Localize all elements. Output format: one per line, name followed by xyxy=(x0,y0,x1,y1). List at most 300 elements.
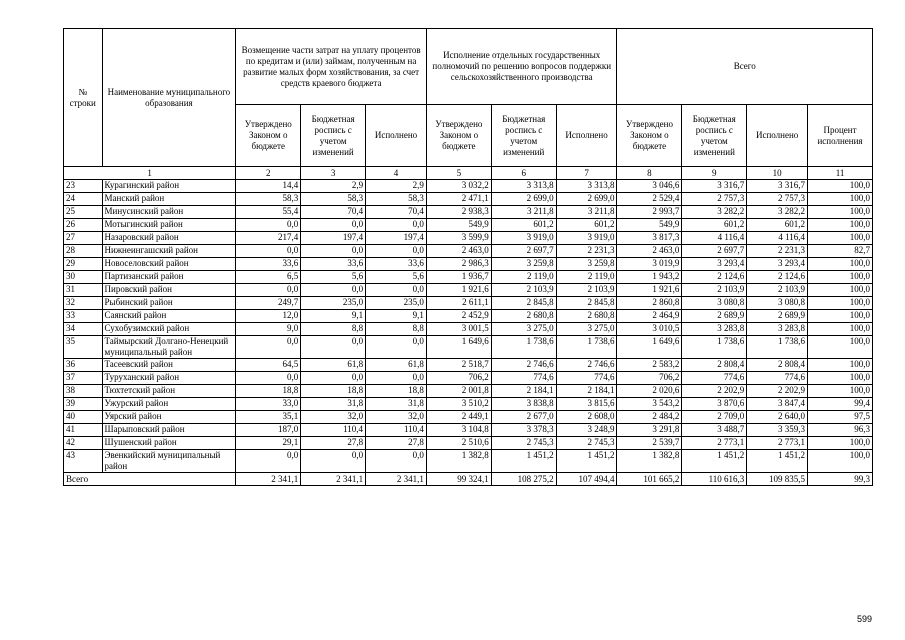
value-cell: 3 359,3 xyxy=(747,424,808,437)
page-number: 599 xyxy=(857,614,873,624)
total-value-cell: 99 324,1 xyxy=(426,473,491,486)
value-cell: 2 697,7 xyxy=(682,245,747,258)
value-cell: 1 382,8 xyxy=(426,450,491,473)
table-row xyxy=(64,180,873,193)
value-cell: 2 697,7 xyxy=(491,245,556,258)
value-cell: 58,3 xyxy=(236,193,301,206)
value-cell: 601,2 xyxy=(556,219,617,232)
value-cell: 3 275,0 xyxy=(556,323,617,336)
total-value-cell: 2 341,1 xyxy=(236,473,301,486)
value-cell: 12,0 xyxy=(236,310,301,323)
value-cell: 100,0 xyxy=(808,359,873,372)
municipality-name: Манский район xyxy=(102,193,236,206)
value-cell: 0,0 xyxy=(366,336,427,359)
table-body xyxy=(64,180,873,486)
value-cell: 2 757,3 xyxy=(682,193,747,206)
value-cell: 2 103,9 xyxy=(556,284,617,297)
table-row xyxy=(64,271,873,284)
total-value-cell: 2 341,1 xyxy=(366,473,427,486)
value-cell: 3 510,2 xyxy=(426,398,491,411)
header-group-total: Всего xyxy=(617,29,873,105)
row-number: 34 xyxy=(64,323,103,336)
value-cell: 0,0 xyxy=(236,372,301,385)
value-cell: 1 451,2 xyxy=(747,450,808,473)
municipality-name: Таймырский Долгано-Ненецкий муниципальный район xyxy=(102,336,236,359)
row-number: 31 xyxy=(64,284,103,297)
value-cell: 2 103,9 xyxy=(491,284,556,297)
value-cell: 100,0 xyxy=(808,323,873,336)
column-number: 5 xyxy=(426,167,491,180)
value-cell: 774,6 xyxy=(556,372,617,385)
value-cell: 1 382,8 xyxy=(617,450,682,473)
municipality-name: Пировский район xyxy=(102,284,236,297)
value-cell: 774,6 xyxy=(491,372,556,385)
row-number: 30 xyxy=(64,271,103,284)
municipality-name: Эвенкийский муниципальный район xyxy=(102,450,236,473)
value-cell: 0,0 xyxy=(236,245,301,258)
row-number: 32 xyxy=(64,297,103,310)
value-cell: 0,0 xyxy=(366,372,427,385)
value-cell: 100,0 xyxy=(808,219,873,232)
value-cell: 2 231,3 xyxy=(747,245,808,258)
column-number: 7 xyxy=(556,167,617,180)
value-cell: 2 845,8 xyxy=(556,297,617,310)
value-cell: 3 919,0 xyxy=(491,232,556,245)
value-cell: 0,0 xyxy=(301,245,366,258)
value-cell: 2 464,9 xyxy=(617,310,682,323)
value-cell: 2 689,9 xyxy=(747,310,808,323)
column-number: 4 xyxy=(366,167,427,180)
value-cell: 2 484,2 xyxy=(617,411,682,424)
value-cell: 3 543,2 xyxy=(617,398,682,411)
header-budget: Бюджетная роспись с учетом изменений xyxy=(301,105,366,167)
value-cell: 110,4 xyxy=(301,424,366,437)
value-cell: 2 773,1 xyxy=(747,437,808,450)
value-cell: 2 845,8 xyxy=(491,297,556,310)
value-cell: 1 738,6 xyxy=(682,336,747,359)
value-cell: 100,0 xyxy=(808,372,873,385)
value-cell: 249,7 xyxy=(236,297,301,310)
value-cell: 27,8 xyxy=(366,437,427,450)
value-cell: 32,0 xyxy=(366,411,427,424)
value-cell: 2 583,2 xyxy=(617,359,682,372)
value-cell: 2 745,3 xyxy=(556,437,617,450)
value-cell: 3 010,5 xyxy=(617,323,682,336)
value-cell: 9,1 xyxy=(301,310,366,323)
table-row xyxy=(64,411,873,424)
header-group-powers: Исполнение отдельных государственных полномочий по решению вопросов поддержки сельскохозяйственного производства xyxy=(426,29,617,105)
value-cell: 1 451,2 xyxy=(556,450,617,473)
value-cell: 601,2 xyxy=(491,219,556,232)
value-cell: 2 202,9 xyxy=(682,385,747,398)
value-cell: 549,9 xyxy=(617,219,682,232)
municipality-name: Минусинский район xyxy=(102,206,236,219)
value-cell: 100,0 xyxy=(808,232,873,245)
value-cell: 1 738,6 xyxy=(491,336,556,359)
value-cell: 2 202,9 xyxy=(747,385,808,398)
column-number: 3 xyxy=(301,167,366,180)
value-cell: 100,0 xyxy=(808,297,873,310)
table-row xyxy=(64,359,873,372)
value-cell: 31,8 xyxy=(366,398,427,411)
value-cell: 1 649,6 xyxy=(617,336,682,359)
value-cell: 1 936,7 xyxy=(426,271,491,284)
row-number: 33 xyxy=(64,310,103,323)
value-cell: 97,5 xyxy=(808,411,873,424)
value-cell: 3 001,5 xyxy=(426,323,491,336)
budget-table xyxy=(63,28,873,486)
column-number: 2 xyxy=(236,167,301,180)
value-cell: 61,8 xyxy=(301,359,366,372)
table-row xyxy=(64,232,873,245)
table-row xyxy=(64,450,873,473)
value-cell: 3 919,0 xyxy=(556,232,617,245)
value-cell: 8,8 xyxy=(301,323,366,336)
value-cell: 2 757,3 xyxy=(747,193,808,206)
row-number: 29 xyxy=(64,258,103,271)
value-cell: 100,0 xyxy=(808,336,873,359)
column-number: 11 xyxy=(808,167,873,180)
value-cell: 1 921,6 xyxy=(426,284,491,297)
value-cell: 2 608,0 xyxy=(556,411,617,424)
value-cell: 3 019,9 xyxy=(617,258,682,271)
row-number: 26 xyxy=(64,219,103,232)
value-cell: 33,0 xyxy=(236,398,301,411)
value-cell: 14,4 xyxy=(236,180,301,193)
value-cell: 100,0 xyxy=(808,180,873,193)
value-cell: 2 640,0 xyxy=(747,411,808,424)
value-cell: 0,0 xyxy=(366,219,427,232)
value-cell: 3 870,6 xyxy=(682,398,747,411)
value-cell: 4 116,4 xyxy=(682,232,747,245)
municipality-name: Шарыповский район xyxy=(102,424,236,437)
table-row xyxy=(64,372,873,385)
value-cell: 1 451,2 xyxy=(682,450,747,473)
value-cell: 58,3 xyxy=(301,193,366,206)
value-cell: 3 283,8 xyxy=(682,323,747,336)
municipality-name: Туруханский район xyxy=(102,372,236,385)
value-cell: 2 986,3 xyxy=(426,258,491,271)
value-cell: 61,8 xyxy=(366,359,427,372)
value-cell: 2 231,3 xyxy=(556,245,617,258)
value-cell: 0,0 xyxy=(301,284,366,297)
row-number: 23 xyxy=(64,180,103,193)
value-cell: 3 313,8 xyxy=(491,180,556,193)
value-cell: 3 291,8 xyxy=(617,424,682,437)
row-number: 24 xyxy=(64,193,103,206)
table-row xyxy=(64,193,873,206)
total-value-cell: 101 665,2 xyxy=(617,473,682,486)
value-cell: 2 709,0 xyxy=(682,411,747,424)
value-cell: 3 817,3 xyxy=(617,232,682,245)
value-cell: 2 020,6 xyxy=(617,385,682,398)
municipality-name: Ужурский район xyxy=(102,398,236,411)
value-cell: 3 838,8 xyxy=(491,398,556,411)
value-cell: 2 699,0 xyxy=(491,193,556,206)
total-value-cell: 99,3 xyxy=(808,473,873,486)
municipality-name: Партизанский район xyxy=(102,271,236,284)
value-cell: 1 738,6 xyxy=(556,336,617,359)
value-cell: 2 463,0 xyxy=(426,245,491,258)
value-cell: 1 649,6 xyxy=(426,336,491,359)
value-cell: 2,9 xyxy=(301,180,366,193)
value-cell: 0,0 xyxy=(366,245,427,258)
value-cell: 3 080,8 xyxy=(682,297,747,310)
column-number: 8 xyxy=(617,167,682,180)
value-cell: 9,0 xyxy=(236,323,301,336)
municipality-name: Рыбинский район xyxy=(102,297,236,310)
value-cell: 2 611,1 xyxy=(426,297,491,310)
header-approved: Утверждено Законом о бюджете xyxy=(617,105,682,167)
value-cell: 0,0 xyxy=(366,284,427,297)
value-cell: 2 510,6 xyxy=(426,437,491,450)
municipality-name: Назаровский район xyxy=(102,232,236,245)
table-row xyxy=(64,323,873,336)
value-cell: 2 680,8 xyxy=(491,310,556,323)
value-cell: 32,0 xyxy=(301,411,366,424)
row-number: 38 xyxy=(64,385,103,398)
value-cell: 0,0 xyxy=(301,219,366,232)
value-cell: 4 116,4 xyxy=(747,232,808,245)
value-cell: 3 815,6 xyxy=(556,398,617,411)
value-cell: 2 124,6 xyxy=(682,271,747,284)
value-cell: 2 001,8 xyxy=(426,385,491,398)
value-cell: 0,0 xyxy=(366,450,427,473)
value-cell: 70,4 xyxy=(301,206,366,219)
value-cell: 18,8 xyxy=(301,385,366,398)
value-cell: 1 943,2 xyxy=(617,271,682,284)
value-cell: 3 282,2 xyxy=(747,206,808,219)
column-number: 1 xyxy=(64,167,236,180)
row-number: 39 xyxy=(64,398,103,411)
header-budget: Бюджетная роспись с учетом изменений xyxy=(491,105,556,167)
value-cell: 33,6 xyxy=(366,258,427,271)
table-row xyxy=(64,219,873,232)
header-row-no: № строки xyxy=(64,29,103,167)
value-cell: 100,0 xyxy=(808,284,873,297)
value-cell: 8,8 xyxy=(366,323,427,336)
value-cell: 0,0 xyxy=(301,336,366,359)
municipality-name: Сухобузимский район xyxy=(102,323,236,336)
value-cell: 2,9 xyxy=(366,180,427,193)
value-cell: 100,0 xyxy=(808,385,873,398)
row-number: 40 xyxy=(64,411,103,424)
row-number: 41 xyxy=(64,424,103,437)
value-cell: 2 860,8 xyxy=(617,297,682,310)
row-number: 42 xyxy=(64,437,103,450)
municipality-name: Шушенский район xyxy=(102,437,236,450)
municipality-name: Новоселовский район xyxy=(102,258,236,271)
value-cell: 3 211,8 xyxy=(491,206,556,219)
value-cell: 3 378,3 xyxy=(491,424,556,437)
value-cell: 29,1 xyxy=(236,437,301,450)
value-cell: 3 599,9 xyxy=(426,232,491,245)
value-cell: 235,0 xyxy=(301,297,366,310)
value-cell: 0,0 xyxy=(301,372,366,385)
value-cell: 3 046,6 xyxy=(617,180,682,193)
header-approved: Утверждено Законом о бюджете xyxy=(426,105,491,167)
value-cell: 2 184,1 xyxy=(491,385,556,398)
value-cell: 58,3 xyxy=(366,193,427,206)
value-cell: 2 938,3 xyxy=(426,206,491,219)
row-number: 43 xyxy=(64,450,103,473)
value-cell: 0,0 xyxy=(301,450,366,473)
value-cell: 82,7 xyxy=(808,245,873,258)
value-cell: 3 211,8 xyxy=(556,206,617,219)
table-row xyxy=(64,424,873,437)
municipality-name: Тюхтетский район xyxy=(102,385,236,398)
value-cell: 33,6 xyxy=(301,258,366,271)
value-cell: 706,2 xyxy=(426,372,491,385)
header-name: Наименование муниципального образования xyxy=(102,29,236,167)
value-cell: 100,0 xyxy=(808,193,873,206)
value-cell: 3 488,7 xyxy=(682,424,747,437)
value-cell: 9,1 xyxy=(366,310,427,323)
row-number: 25 xyxy=(64,206,103,219)
value-cell: 0,0 xyxy=(236,336,301,359)
value-cell: 2 103,9 xyxy=(682,284,747,297)
value-cell: 601,2 xyxy=(747,219,808,232)
value-cell: 3 259,8 xyxy=(491,258,556,271)
value-cell: 2 746,6 xyxy=(491,359,556,372)
value-cell: 3 293,4 xyxy=(682,258,747,271)
value-cell: 2 103,9 xyxy=(747,284,808,297)
value-cell: 70,4 xyxy=(366,206,427,219)
value-cell: 2 529,4 xyxy=(617,193,682,206)
value-cell: 64,5 xyxy=(236,359,301,372)
value-cell: 187,0 xyxy=(236,424,301,437)
header-budget: Бюджетная роспись с учетом изменений xyxy=(682,105,747,167)
value-cell: 31,8 xyxy=(301,398,366,411)
value-cell: 2 699,0 xyxy=(556,193,617,206)
value-cell: 2 119,0 xyxy=(491,271,556,284)
value-cell: 96,3 xyxy=(808,424,873,437)
value-cell: 2 539,7 xyxy=(617,437,682,450)
header-executed: Исполнено xyxy=(366,105,427,167)
value-cell: 55,4 xyxy=(236,206,301,219)
value-cell: 197,4 xyxy=(301,232,366,245)
value-cell: 100,0 xyxy=(808,437,873,450)
table-row xyxy=(64,385,873,398)
total-row xyxy=(64,473,873,486)
value-cell: 2 452,9 xyxy=(426,310,491,323)
value-cell: 3 847,4 xyxy=(747,398,808,411)
value-cell: 2 680,8 xyxy=(556,310,617,323)
header-executed: Исполнено xyxy=(556,105,617,167)
table-row xyxy=(64,310,873,323)
table-row xyxy=(64,245,873,258)
total-value-cell: 2 341,1 xyxy=(301,473,366,486)
table-row xyxy=(64,258,873,271)
value-cell: 3 275,0 xyxy=(491,323,556,336)
value-cell: 2 518,7 xyxy=(426,359,491,372)
row-number: 37 xyxy=(64,372,103,385)
table-row xyxy=(64,284,873,297)
value-cell: 2 689,9 xyxy=(682,310,747,323)
value-cell: 197,4 xyxy=(366,232,427,245)
value-cell: 2 119,0 xyxy=(556,271,617,284)
table-row xyxy=(64,336,873,359)
value-cell: 0,0 xyxy=(236,284,301,297)
value-cell: 27,8 xyxy=(301,437,366,450)
value-cell: 35,1 xyxy=(236,411,301,424)
value-cell: 2 124,6 xyxy=(747,271,808,284)
value-cell: 0,0 xyxy=(236,219,301,232)
total-value-cell: 107 494,4 xyxy=(556,473,617,486)
value-cell: 774,6 xyxy=(747,372,808,385)
value-cell: 100,0 xyxy=(808,258,873,271)
value-cell: 601,2 xyxy=(682,219,747,232)
value-cell: 6,5 xyxy=(236,271,301,284)
value-cell: 3 313,8 xyxy=(556,180,617,193)
value-cell: 2 449,1 xyxy=(426,411,491,424)
header-executed: Исполнено xyxy=(747,105,808,167)
column-number: 10 xyxy=(747,167,808,180)
value-cell: 3 032,2 xyxy=(426,180,491,193)
value-cell: 2 993,7 xyxy=(617,206,682,219)
value-cell: 18,8 xyxy=(236,385,301,398)
municipality-name: Курагинский район xyxy=(102,180,236,193)
value-cell: 549,9 xyxy=(426,219,491,232)
value-cell: 1 921,6 xyxy=(617,284,682,297)
row-number: 36 xyxy=(64,359,103,372)
municipality-name: Нижнеингашский район xyxy=(102,245,236,258)
municipality-name: Саянский район xyxy=(102,310,236,323)
value-cell: 100,0 xyxy=(808,310,873,323)
value-cell: 235,0 xyxy=(366,297,427,310)
municipality-name: Уярский район xyxy=(102,411,236,424)
value-cell: 774,6 xyxy=(682,372,747,385)
value-cell: 2 745,3 xyxy=(491,437,556,450)
municipality-name: Мотыгинский район xyxy=(102,219,236,232)
table-row xyxy=(64,437,873,450)
total-value-cell: 108 275,2 xyxy=(491,473,556,486)
column-number-row xyxy=(64,167,873,180)
value-cell: 5,6 xyxy=(301,271,366,284)
value-cell: 1 451,2 xyxy=(491,450,556,473)
total-value-cell: 109 835,5 xyxy=(747,473,808,486)
municipality-name: Тасеевский район xyxy=(102,359,236,372)
value-cell: 2 463,0 xyxy=(617,245,682,258)
value-cell: 217,4 xyxy=(236,232,301,245)
total-label: Всего xyxy=(64,473,236,486)
value-cell: 3 282,2 xyxy=(682,206,747,219)
value-cell: 3 104,8 xyxy=(426,424,491,437)
value-cell: 5,6 xyxy=(366,271,427,284)
value-cell: 100,0 xyxy=(808,450,873,473)
table-row xyxy=(64,297,873,310)
row-number: 35 xyxy=(64,336,103,359)
value-cell: 3 259,8 xyxy=(556,258,617,271)
value-cell: 2 773,1 xyxy=(682,437,747,450)
value-cell: 18,8 xyxy=(366,385,427,398)
header-percent: Процент исполнения xyxy=(808,105,873,167)
value-cell: 3 316,7 xyxy=(682,180,747,193)
header-group-interest: Возмещение части затрат на уплату процентов по кредитам и (или) займам, полученным на развитие малых форм хозяйствования, за счет средств краевого бюджета xyxy=(236,29,427,105)
value-cell: 2 677,0 xyxy=(491,411,556,424)
column-number: 6 xyxy=(491,167,556,180)
value-cell: 99,4 xyxy=(808,398,873,411)
value-cell: 2 471,1 xyxy=(426,193,491,206)
row-number: 27 xyxy=(64,232,103,245)
value-cell: 110,4 xyxy=(366,424,427,437)
value-cell: 2 808,4 xyxy=(682,359,747,372)
column-number: 9 xyxy=(682,167,747,180)
value-cell: 3 316,7 xyxy=(747,180,808,193)
table-row xyxy=(64,398,873,411)
value-cell: 2 184,1 xyxy=(556,385,617,398)
value-cell: 3 248,9 xyxy=(556,424,617,437)
